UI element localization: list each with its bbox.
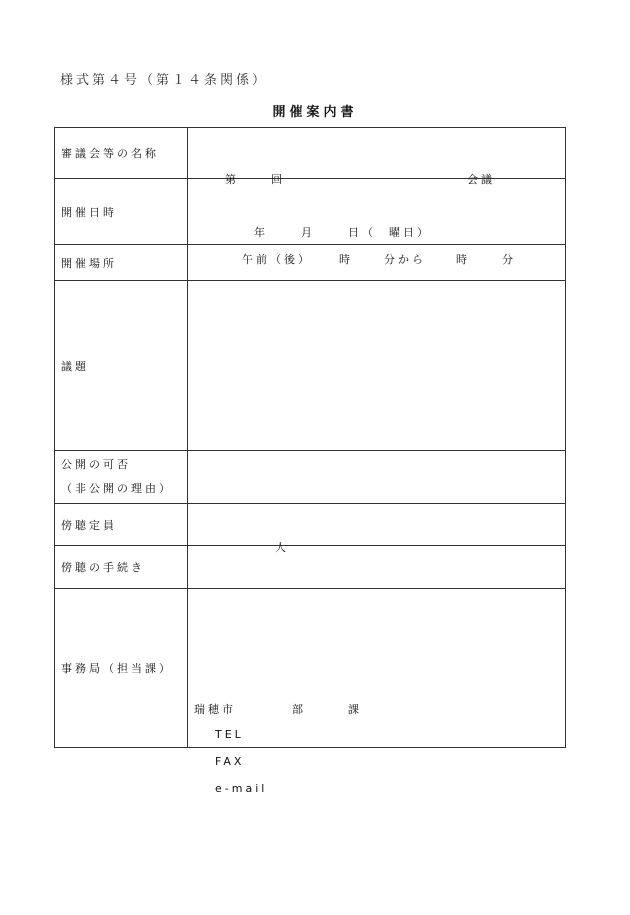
field-datetime[interactable] [188, 179, 566, 266]
text-kai: 回 [271, 173, 285, 186]
label-public [55, 451, 188, 504]
text-minute2: 分 [502, 252, 516, 266]
label-agenda: 議題 [55, 281, 188, 451]
field-meeting-name[interactable] [188, 128, 566, 186]
row-procedure [55, 546, 566, 589]
text-minute-from: 分から [384, 252, 426, 266]
text-city: 瑞穂市 [194, 703, 236, 716]
text-day: 日（ [348, 225, 376, 239]
row-office [55, 589, 566, 748]
text-weekday: 曜日） [389, 225, 431, 239]
text-month: 月 [301, 225, 315, 239]
text-year: 年 [254, 225, 268, 239]
text-bu: 部 [292, 703, 306, 716]
text-person-unit: 人 [275, 540, 289, 554]
field-agenda[interactable] [188, 281, 566, 451]
label-place: 開催場所 [55, 245, 188, 281]
row-public [55, 451, 566, 504]
row-datetime [55, 179, 566, 245]
text-kaigi: 会議 [467, 173, 495, 186]
row-capacity [55, 504, 566, 546]
document-title: 開催案内書 [272, 105, 358, 120]
label-public-line1: 公開の可否 [61, 458, 131, 471]
guidance-form-table [54, 127, 566, 795]
text-fax: FAX [215, 755, 245, 768]
label-office: 事務局（担当課） [55, 589, 188, 748]
text-dai: 第 [225, 173, 239, 186]
field-procedure[interactable] [188, 546, 566, 589]
row-agenda [55, 281, 566, 451]
label-public-line2: （非公開の理由） [61, 482, 173, 495]
row-meeting-name [55, 128, 566, 179]
text-hour2: 時 [456, 252, 470, 266]
text-tel: TEL [215, 728, 244, 741]
label-capacity: 傍聴定員 [55, 504, 188, 546]
field-public[interactable] [188, 451, 566, 504]
text-ka: 課 [348, 703, 362, 716]
text-email: e-mail [215, 782, 268, 795]
label-meeting-name: 審議会等の名称 [55, 128, 188, 179]
label-datetime: 開催日時 [55, 179, 188, 245]
field-capacity[interactable] [188, 504, 566, 554]
field-office[interactable] [188, 589, 566, 795]
form-number: 様式第４号（第１４条関係） [60, 73, 269, 88]
label-procedure: 傍聴の手続き [55, 546, 188, 589]
text-hour1: 時 [339, 252, 353, 266]
text-ampm: 午前（後） [242, 252, 312, 266]
